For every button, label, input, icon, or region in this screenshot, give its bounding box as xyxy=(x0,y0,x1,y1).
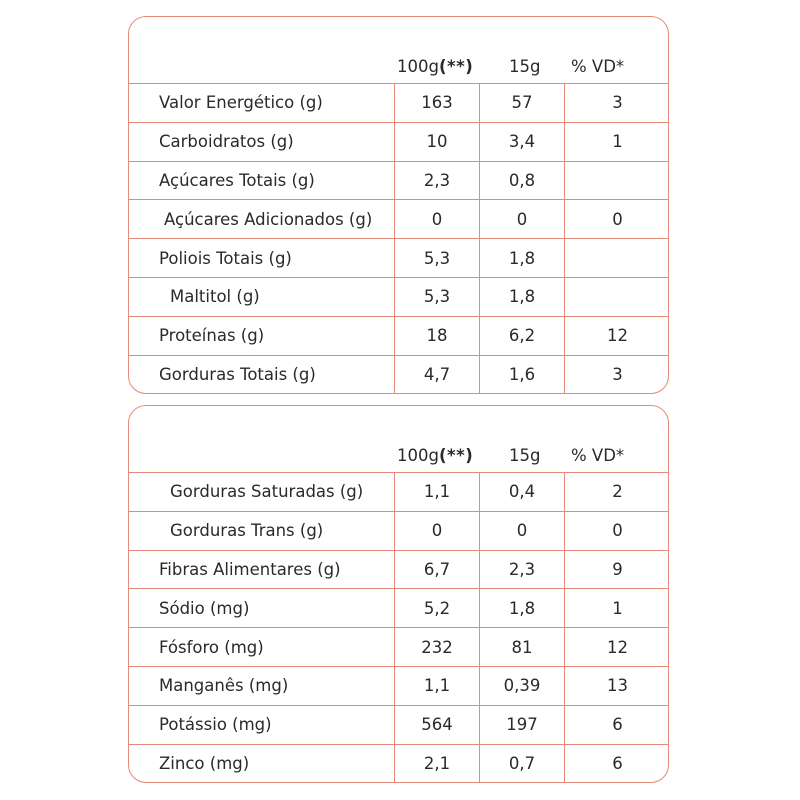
value-15g: 1,8 xyxy=(480,589,565,627)
value-100g: 1,1 xyxy=(394,473,480,511)
value-vd: 1 xyxy=(612,598,623,618)
row-label: Fibras Alimentares (g) xyxy=(159,559,341,579)
row-label: Valor Energético (g) xyxy=(159,93,323,113)
table-row xyxy=(129,200,668,239)
column-header-15g: 15g xyxy=(509,446,541,465)
column-header-100g: 100g(**) xyxy=(397,57,474,76)
table-row xyxy=(129,706,668,745)
value-100g: 0 xyxy=(394,200,480,238)
table-row xyxy=(129,745,668,783)
table-row xyxy=(129,589,668,628)
value-vd: 6 xyxy=(612,715,623,735)
value-vd: 12 xyxy=(607,637,628,657)
value-15g: 0,8 xyxy=(480,162,565,200)
column-header-vd: % VD* xyxy=(571,57,625,76)
value-vd: 9 xyxy=(612,559,623,579)
value-15g: 81 xyxy=(480,628,565,666)
value-vd: 12 xyxy=(607,326,628,346)
value-100g: 4,7 xyxy=(394,356,480,394)
row-label: Poliois Totais (g) xyxy=(159,248,292,268)
table-row xyxy=(129,551,668,590)
table-row xyxy=(129,162,668,201)
value-100g: 1,1 xyxy=(394,667,480,705)
value-100g: 5,2 xyxy=(394,589,480,627)
table-row xyxy=(129,278,668,317)
value-vd: 3 xyxy=(612,93,623,113)
row-label: Zinco (mg) xyxy=(159,754,250,774)
nutrition-table-1 xyxy=(128,16,669,394)
value-15g: 1,6 xyxy=(480,356,565,394)
value-100g: 232 xyxy=(394,628,480,666)
value-vd xyxy=(565,239,669,277)
value-15g: 0 xyxy=(480,512,565,550)
nutrition-table-2 xyxy=(128,405,669,783)
value-15g: 1,8 xyxy=(480,278,565,316)
value-vd xyxy=(565,162,669,200)
value-15g: 57 xyxy=(480,84,565,122)
value-vd: 6 xyxy=(612,754,623,774)
value-vd: 0 xyxy=(612,209,623,229)
row-label: Maltitol (g) xyxy=(170,287,260,307)
value-15g: 1,8 xyxy=(480,239,565,277)
value-vd: 2 xyxy=(612,482,623,502)
value-100g: 18 xyxy=(394,317,480,355)
table-row xyxy=(129,667,668,706)
table-header xyxy=(129,17,668,84)
value-15g: 0,4 xyxy=(480,473,565,511)
row-label: Carboidratos (g) xyxy=(159,132,294,152)
row-label: Gorduras Saturadas (g) xyxy=(170,482,364,502)
value-vd xyxy=(565,278,669,316)
value-100g: 2,3 xyxy=(394,162,480,200)
value-100g: 0 xyxy=(394,512,480,550)
column-header-vd: % VD* xyxy=(571,446,625,465)
table-row xyxy=(129,473,668,512)
value-15g: 6,2 xyxy=(480,317,565,355)
table-row xyxy=(129,317,668,356)
row-label: Gorduras Totais (g) xyxy=(159,365,316,385)
row-label: Sódio (mg) xyxy=(159,598,250,618)
table-row xyxy=(129,356,668,394)
column-header-15g: 15g xyxy=(509,57,541,76)
row-label: Açúcares Totais (g) xyxy=(159,170,315,190)
value-15g: 0,39 xyxy=(480,667,565,705)
value-vd: 3 xyxy=(612,365,623,385)
row-label: Proteínas (g) xyxy=(159,326,265,346)
value-100g: 5,3 xyxy=(394,278,480,316)
value-100g: 564 xyxy=(394,706,480,744)
value-15g: 0 xyxy=(480,200,565,238)
value-100g: 6,7 xyxy=(394,551,480,589)
table-row xyxy=(129,123,668,162)
row-label: Açúcares Adicionados (g) xyxy=(164,209,373,229)
value-15g: 3,4 xyxy=(480,123,565,161)
column-header-100g: 100g(**) xyxy=(397,446,474,465)
row-label: Fósforo (mg) xyxy=(159,637,264,657)
row-label: Manganês (mg) xyxy=(159,676,289,696)
row-label: Gorduras Trans (g) xyxy=(170,521,324,541)
table-row xyxy=(129,239,668,278)
table-row xyxy=(129,84,668,123)
value-100g: 163 xyxy=(394,84,480,122)
value-100g: 2,1 xyxy=(394,745,480,783)
value-15g: 197 xyxy=(480,706,565,744)
value-15g: 2,3 xyxy=(480,551,565,589)
value-vd: 1 xyxy=(612,132,623,152)
value-100g: 5,3 xyxy=(394,239,480,277)
value-15g: 0,7 xyxy=(480,745,565,783)
table-row xyxy=(129,628,668,667)
table-row xyxy=(129,512,668,551)
table-header xyxy=(129,406,668,473)
value-vd: 13 xyxy=(607,676,628,696)
value-vd: 0 xyxy=(612,521,623,541)
row-label: Potássio (mg) xyxy=(159,715,272,735)
value-100g: 10 xyxy=(394,123,480,161)
